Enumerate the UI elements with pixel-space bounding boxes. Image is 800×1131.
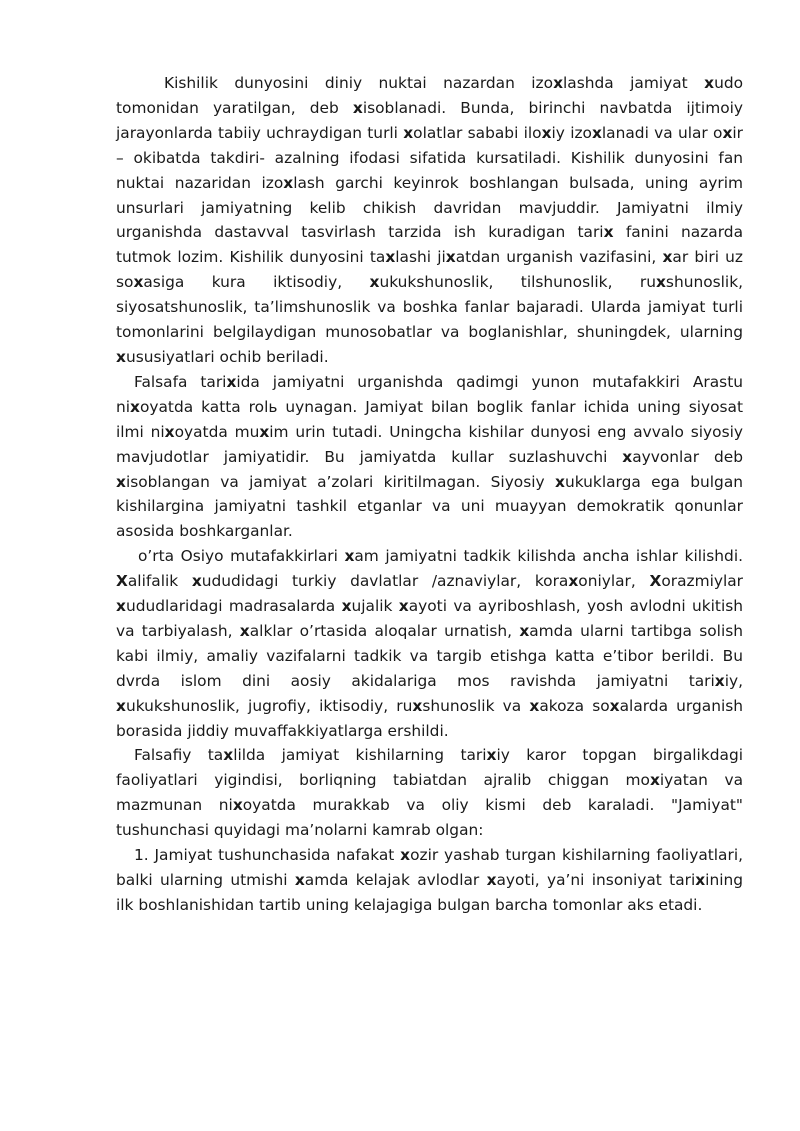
paragraph-3: o’rta Osiyo mutafakkirlari xam jamiyatni tadkik kilishda ancha ishlar kilishdi. Xalifalik xududidagi turkiy davlatlar /aznaviylar, koraxoniylar, Xorazmiylar xududlaridagi madrasalarda xujalik xayoti va ayriboshlash, yosh avlodni ukitish va tarbiyalash, xalklar o’rtasida aloqalar urnatish, xamda ularni tartibga solish kabi ilmiy, amaliy vazifalarni tadkik va targib etishga katta e’tibor berildi. Bu dvrda islom dini aosiy akidalariga mos ravishda jamiyatni tarixiy, xukukshunoslik, jugrofiy, iktisodiy, ruxshunoslik va xakoza soxalarda urganish borasida jiddiy muvaffakkiyatlarga ershildi. [116,547,744,740]
paragraph-2: Falsafa tarixida jamiyatni urganishda qadimgi yunon mutafakkiri Arastu nixoyatda katta rolь uynagan. Jamiyat bilan boglik fanlar ichida uning siyosat ilmi nixoyatda muxim urin tutadi. Uningcha kishilar dunyosi eng avvalo siyosiy mavjudotlar jamiyatidir. Bu jamiyatda kullar suzlashuvchi xayvonlar deb xisoblangan va jamiyat a’zolari kiritilmagan. Siyosiy xukuklarga ega bulgan kishilargina jamiyatni tashkil etganlar va uni muayyan demokratik qonunlar asosida boshkarganlar. [116,372,743,541]
paragraph-4: Falsafiy taxlilda jamiyat kishilarning tarixiy karor topgan birgalikdagi faoliyatlari yigindisi, borliqning tabiatdan ajralib chiggan moxiyatan va mazmunan nixoyatda murakkab va oliy kismi deb karaladi. "Jamiyat" tushunchasi quyidagi ma’nolarni kamrab olgan: [116,746,743,840]
paragraph-1: Kishilik dunyosini diniy nuktai nazardan izoxlashda jamiyat xudo tomonidan yaratilgan, deb xisoblanadi. Bunda, birinchi navbatda ijtimoiy jarayonlarda tabiiy uchraydigan turli xolatlar sababi iloxiy izoxlanadi va ular oxir – okibatda takdiri- azalning ifodasi sifatida kursatiladi. Kishilik dunyosini fan nuktai nazaridan izoxlash garchi keyinrok boshlangan bulsada, uning ayrim unsurlari jamiyatning kelib chikish davridan mavjuddir. Jamiyatni ilmiy urganishda dastavval tasvirlash tarzida ish kuradigan tarix fanini nazarda tutmok lozim. Kishilik dunyosini taxlashi jixatdan urganish vazifasini, xar biri uz soxasiga kura iktisodiy, xukukshunoslik, tilshunoslik, ruxshunoslik, siyosatshunoslik, ta’limshunoslik va boshka fanlar bajaradi. Ularda jamiyat turli tomonlarini belgilaydigan munosobatlar va boglanishlar, shuningdek, ularning xususiyatlari ochib beriladi. [116,74,744,366]
document-page [116,71,743,918]
list-item-1: 1. Jamiyat tushunchasida nafakat xozir yashab turgan kishilarning faoliyatlari, balki ularning utmishi xamda kelajak avlodlar xayoti, ya’ni insoniyat tarixining ilk boshlanishidan tartib uning kelajagiga bulgan barcha tomonlar aks etadi. [116,846,744,914]
